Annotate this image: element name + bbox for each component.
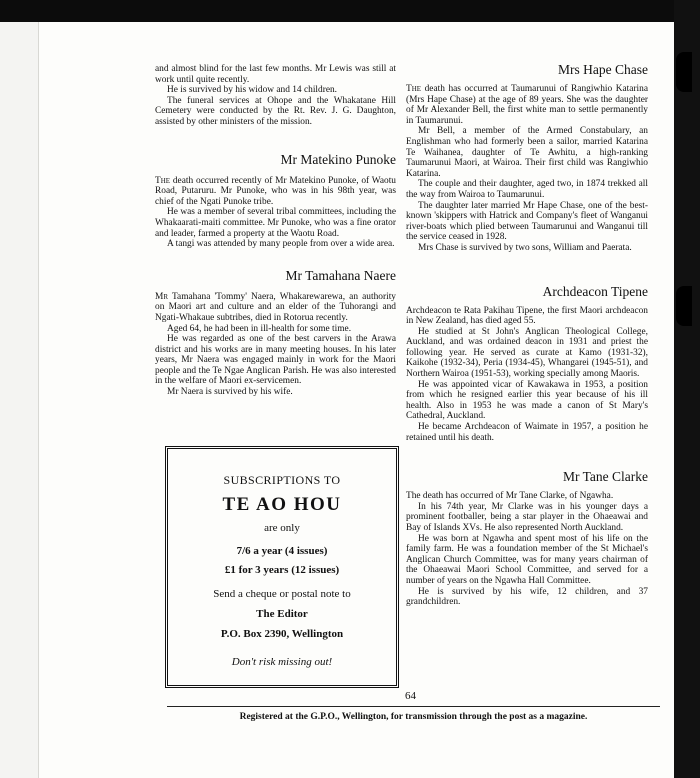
continuation-paragraph: and almost blind for the last few months. Mr Lewis was still at work until quite recently. <box>155 64 396 85</box>
scan-top-edge <box>0 0 700 22</box>
obituary-paragraph: The death has occurred of Mr Tane Clarke, of Ngawha. <box>406 491 614 502</box>
obituary-heading: Mr Tamahana Naere <box>285 267 396 283</box>
obituary-paragraph: Aged 64, he had been in ill-health for some time. <box>167 323 352 334</box>
continuation-paragraph: He is survived by his widow and 14 children. <box>167 85 338 96</box>
paragraph-text: Tamahana 'Tommy' Naera, Whakarewarewa, an authority on Maori art and culture and an elder of the Tuhorangi and Ngati-Whakaue subtribes, died in Rotorua recently. <box>155 291 396 323</box>
price-line: 7/6 a year (4 issues) <box>236 545 328 557</box>
obituary-heading: Archdeacon Tipene <box>542 283 648 299</box>
obituary-paragraph: Mrs Chase is survived by two sons, William and Paerata. <box>418 242 632 253</box>
subscription-advert <box>165 446 399 688</box>
obituary-paragraph <box>155 292 396 324</box>
lead-word: Mr <box>155 291 169 302</box>
advert-tagline: Don't risk missing out! <box>231 656 333 668</box>
lead-word: The <box>155 175 171 186</box>
obituary-paragraph: Archdeacon te Rata Pakihau Tipene, the first Maori archdeacon in New Zealand, has died aged 55. <box>406 305 648 327</box>
obituary-paragraph: He was born at Ngawha and spent most of his life on the family farm. He was a foundation member of the St Michael's Anglican Church Committee, was for many years chairman of the Ohaeawai Maori School Committee, and served for a number of years on the Ngawha Hall Committee. <box>406 533 648 586</box>
obituary-heading: Mr Tane Clarke <box>562 469 648 485</box>
obituary-paragraph: In his 74th year, Mr Clarke was in his younger days a prominent footballer, being a star player in the Ohaeawai and Bay of Islands XVs. He also represented North Auckland. <box>406 501 648 533</box>
obituary-paragraph: He studied at St John's Anglican Theological College, Auckland, and was ordained deacon in 1931 and priest the following year. He served as curate at Kamo (1931-32), Kaikohe (1932-34), Peria (1934-45), Whangarei (1945-51), and Northern Wairoa (1951-53), working specially among Maoris. <box>406 326 648 380</box>
footer-rule <box>167 706 660 707</box>
scan-right-edge <box>674 0 700 778</box>
lead-word: The <box>406 84 422 94</box>
page-left-margin <box>0 0 39 778</box>
left-column <box>155 64 396 398</box>
obituary-heading: Mr Matekino Punoke <box>280 151 396 167</box>
obituary-heading: Mrs Hape Chase <box>558 62 648 77</box>
obituary-paragraph: Mr Bell, a member of the Armed Constabulary, an Englishman who had formerly been a sailor, married Katarina Te Waihanea, daughter of Te Awhitu, a high-ranking Taumarunui Maori, at Wairoa. Their first child was Rangiwhio Katarina. <box>406 126 648 179</box>
paragraph-text: death occurred recently of Mr Matekino Punoke, of Waotu Road, Putaruru. Mr Punoke, who was in his 98th year, was chief of the Ngati Punoke tribe. <box>155 175 396 207</box>
obituary-paragraph: The daughter later married Mr Hape Chase, one of the best-known 'skippers with Hatrick and Company's fleet of Wanganui river-boats which plied between Taumarunui and Wanganui till the service ceased in 1928. <box>406 200 648 243</box>
obituary-paragraph: He was appointed vicar of Kawakawa in 1953, a position from which he resigned earlier this year because of his ill health. Also in 1953 he was made a canon of St Mary's Cathedral, Auckland. <box>406 379 648 422</box>
binding-tab <box>676 52 692 92</box>
obituary-paragraph: Mr Naera is survived by his wife. <box>167 387 293 398</box>
footer-notice: Registered at the G.P.O., Wellington, for transmission through the post as a magazine. <box>239 712 588 722</box>
advert-line: are only <box>264 522 300 534</box>
price-line: £1 for 3 years (12 issues) <box>224 564 340 576</box>
obituary-paragraph: He is survived by his wife, 12 children, and 37 grandchildren. <box>406 586 648 608</box>
advert-line: Send a cheque or postal note to <box>213 588 351 600</box>
page-number: 64 <box>405 690 416 702</box>
obituary-paragraph: The couple and their daughter, aged two, in 1874 trekked all the way from Wairoa to Taumarunui. <box>406 179 648 200</box>
advert-line: SUBSCRIPTIONS TO <box>223 473 341 487</box>
obituary-paragraph <box>406 84 648 126</box>
obituary-paragraph: A tangi was attended by many people from over a wide area. <box>167 239 395 250</box>
magazine-title: TE AO HOU <box>222 494 342 515</box>
paragraph-text: death has occurred at Taumarunui of Rangiwhio Katarina (Mrs Hape Chase) at the age of 89 years. She was the daughter of Mr Alexander Bell, the first white man to settle permanently in Taumarunui. <box>406 84 648 126</box>
obituary-paragraph <box>155 176 396 208</box>
address-line: The Editor <box>256 608 308 620</box>
address-line: P.O. Box 2390, Wellington <box>220 628 344 640</box>
obituary-paragraph: He was a member of several tribal committees, including the Whakaarati-maiti committee. Mr Punoke, who was a fine orator and leader, farmed a property at the Waotu Road. <box>155 207 396 239</box>
continuation-paragraph: The funeral services at Ohope and the Whakatane Hill Cemetery were conducted by the Rt. Rev. J. G. Daughton, assisted by other ministers of the mission. <box>155 95 396 127</box>
obituary-paragraph: He was regarded as one of the best carvers in the Arawa district and his works are in many meeting houses. In his later years, Mr Naera was engaged mainly in work for the Maori people and the Te Ngae Anglican Parish. He was also interested in the welfare of Maori ex-servicemen. <box>155 334 396 387</box>
right-column <box>406 62 648 608</box>
binding-tab <box>676 286 692 326</box>
obituary-paragraph: He became Archdeacon of Waimate in 1957, a position he retained until his death. <box>406 422 648 443</box>
